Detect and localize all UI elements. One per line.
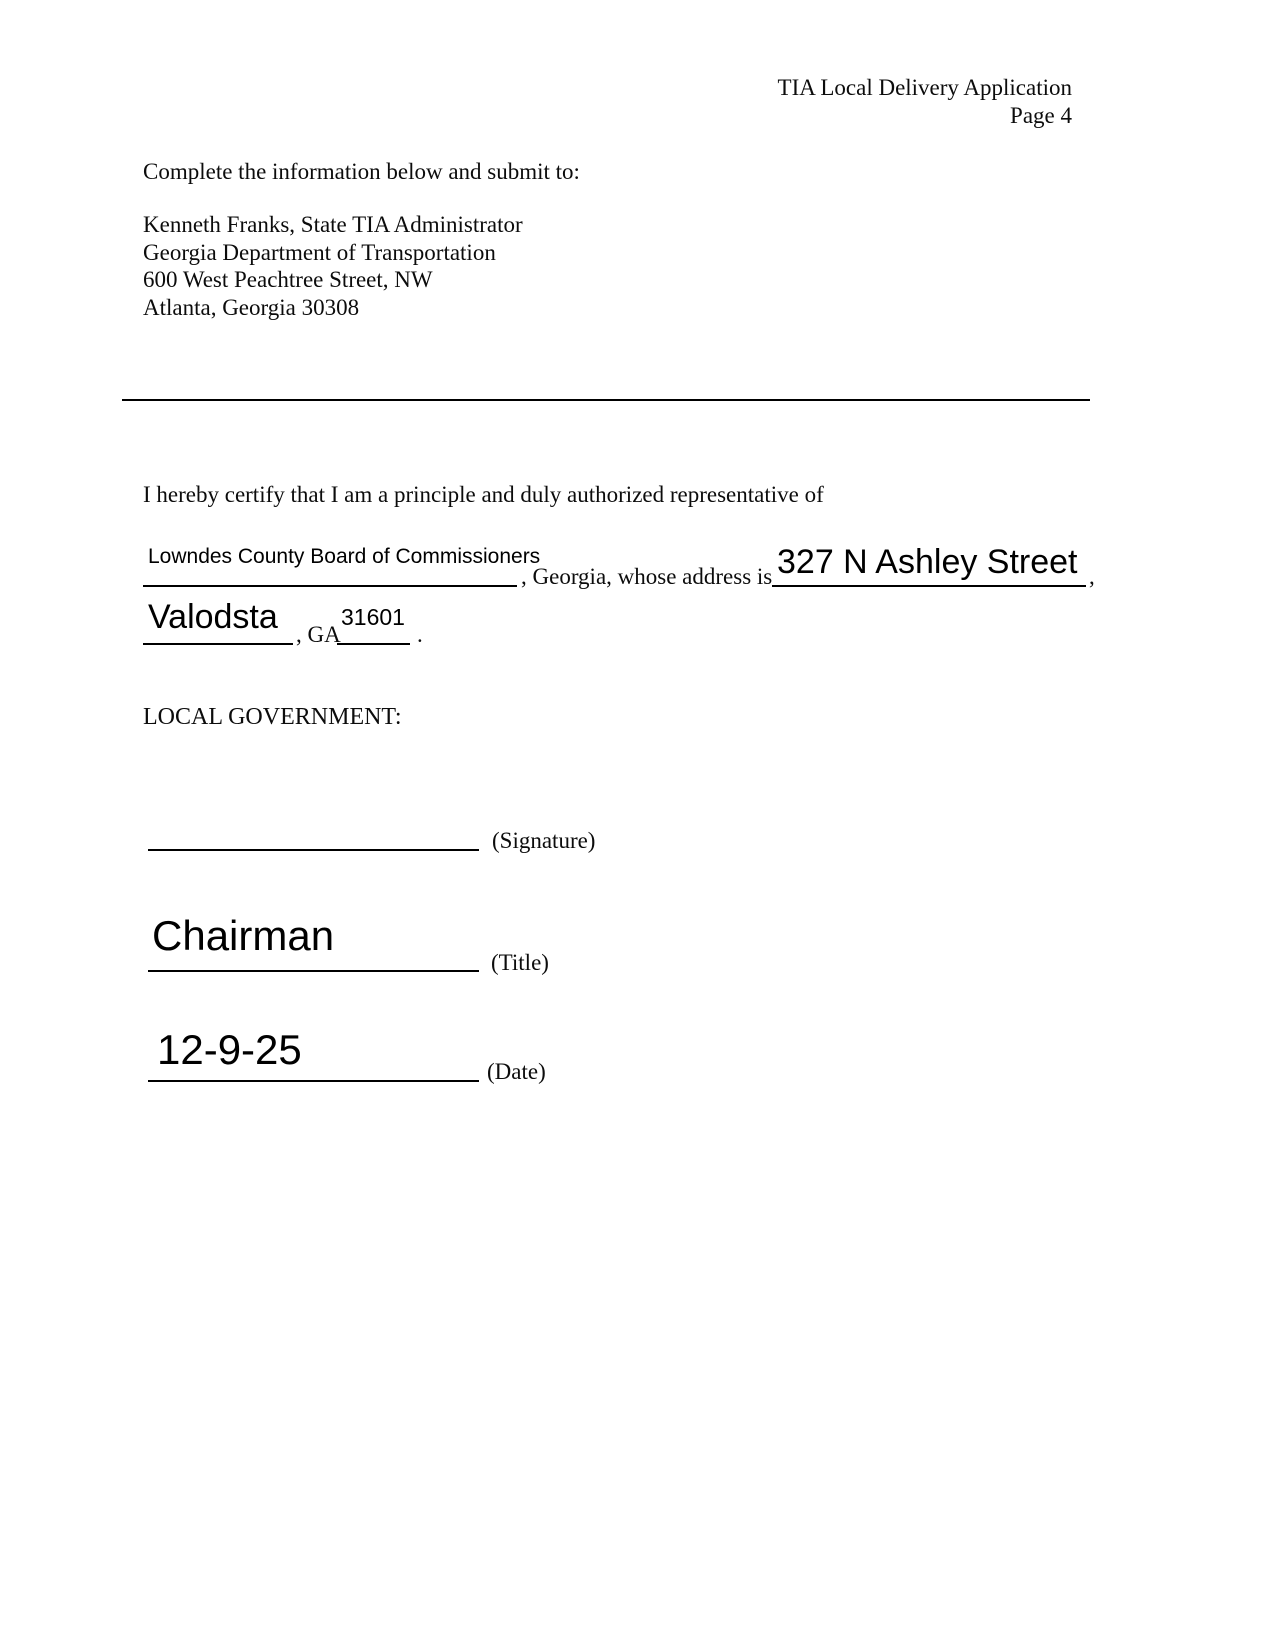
government-name-blank-line [143, 585, 517, 587]
city-blank-line [143, 643, 293, 645]
line-end-period: . [417, 622, 423, 647]
local-government-heading: LOCAL GOVERNMENT: [143, 704, 402, 730]
government-name-value: Lowndes County Board of Commissioners [148, 545, 541, 568]
certification-lead: I hereby certify that I am a principle and duly authorized representative of [143, 482, 824, 507]
title-label: (Title) [491, 950, 549, 975]
section-divider [122, 399, 1090, 401]
city-value: Valodsta [148, 598, 278, 636]
page-number: Page 4 [1010, 103, 1072, 128]
intro-text: Complete the information below and submit to: [143, 159, 580, 184]
state-label: , GA [296, 622, 341, 647]
recipient-department: Georgia Department of Transportation [143, 239, 496, 265]
date-blank-line [148, 1080, 479, 1082]
signature-label: (Signature) [492, 828, 596, 853]
recipient-city: Atlanta, Georgia 30308 [143, 294, 360, 320]
street-address-comma: , [1089, 564, 1095, 589]
page-header [778, 74, 1072, 130]
title-value: Chairman [152, 912, 335, 959]
recipient-street: 600 West Peachtree Street, NW [143, 267, 433, 292]
document-title: TIA Local Delivery Application [777, 75, 1072, 100]
signature-blank-line [148, 849, 479, 851]
date-label: (Date) [487, 1059, 546, 1084]
zip-blank-line [337, 643, 410, 645]
date-value: 12-9-25 [157, 1026, 302, 1073]
certification-mid-text: , Georgia, whose address is [521, 564, 773, 589]
street-address-value: 327 N Ashley Street [777, 543, 1078, 581]
title-blank-line [148, 970, 479, 972]
recipient-address-block [143, 211, 523, 321]
recipient-name: Kenneth Franks, State TIA Administrator [143, 212, 523, 237]
zip-value: 31601 [341, 604, 405, 630]
street-address-blank-line [772, 585, 1086, 587]
